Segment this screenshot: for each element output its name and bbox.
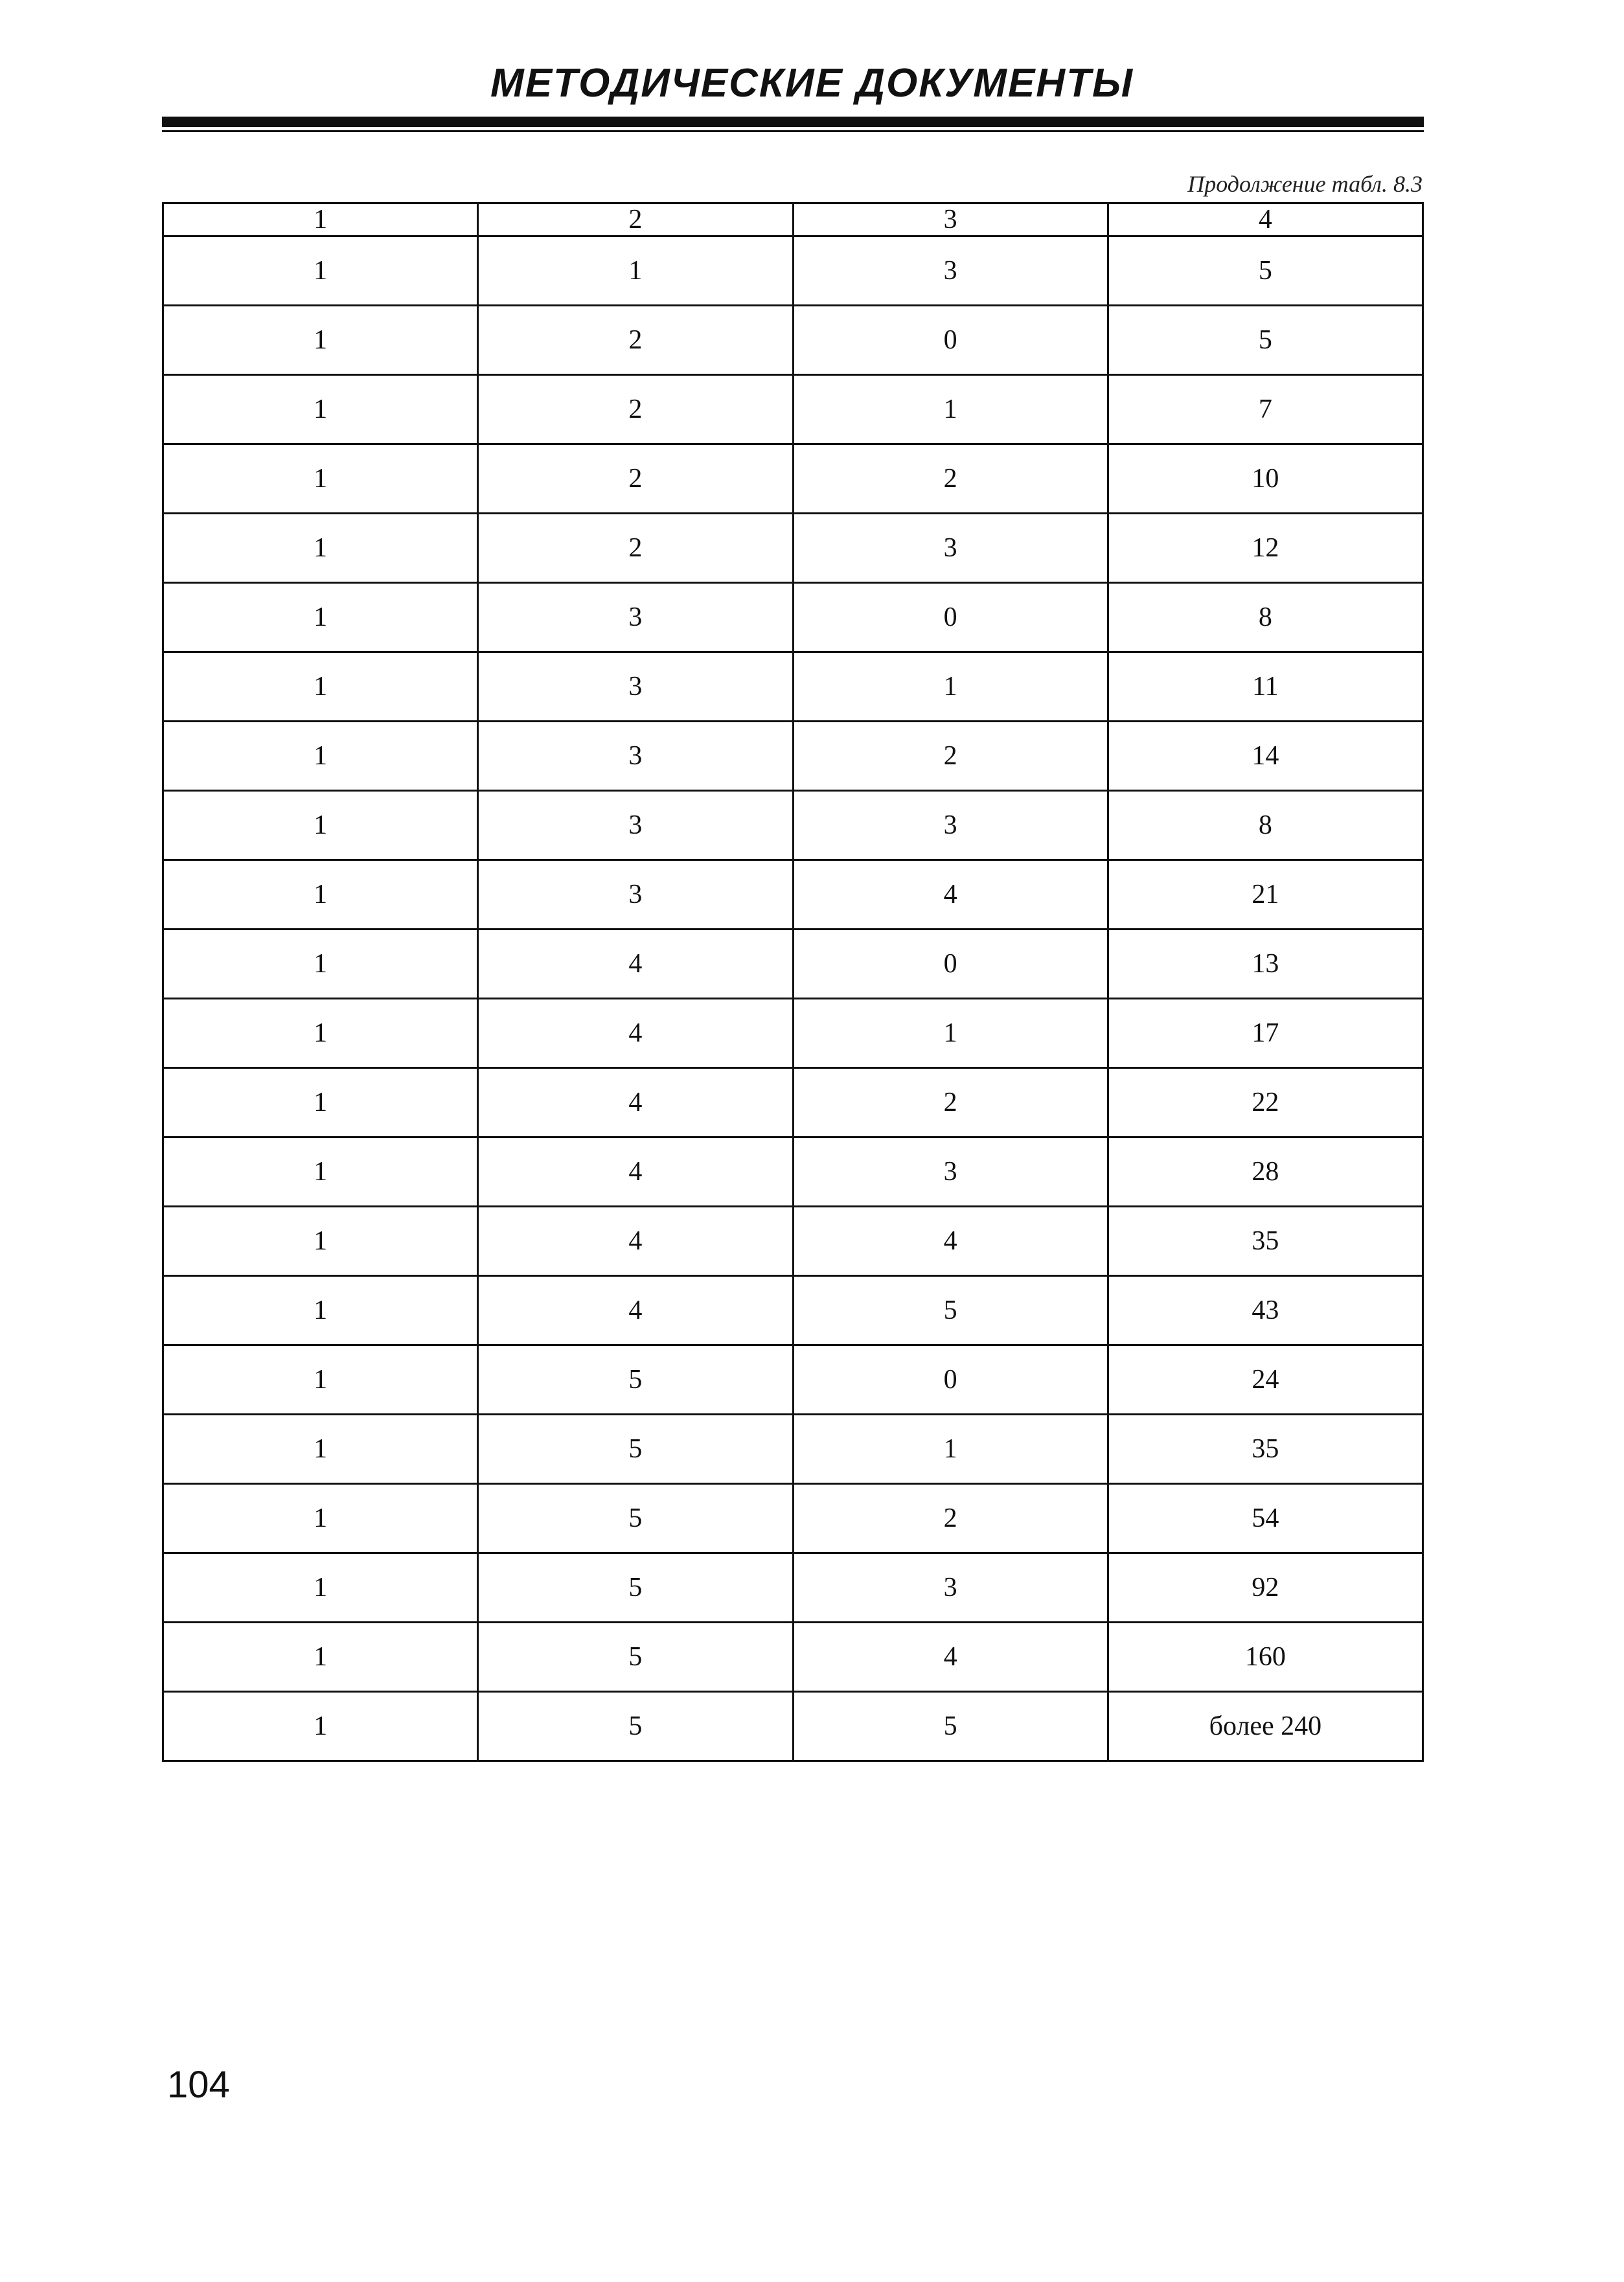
table-cell: 2 [793, 444, 1108, 514]
table-cell: 5 [478, 1692, 793, 1761]
table-row [163, 1068, 1423, 1137]
table-cell: 5 [1108, 306, 1423, 375]
header-cell: 3 [793, 203, 1108, 236]
table-cell: 4 [793, 1623, 1108, 1692]
table-cell: 4 [793, 860, 1108, 930]
table-cell: 2 [793, 1484, 1108, 1553]
table-cell: 92 [1108, 1553, 1423, 1623]
table-row [163, 514, 1423, 583]
header-cell: 2 [478, 203, 793, 236]
table-cell: 11 [1108, 652, 1423, 722]
head-rule-thin [162, 130, 1424, 132]
table-row [163, 999, 1423, 1068]
table-row [163, 860, 1423, 930]
table-cell: 5 [478, 1415, 793, 1484]
table-cell: 5 [478, 1484, 793, 1553]
table-cell: 4 [478, 1276, 793, 1345]
table-row [163, 1415, 1423, 1484]
table-cell: 1 [163, 1345, 478, 1415]
table-cell: 2 [793, 1068, 1108, 1137]
table-row [163, 1345, 1423, 1415]
table-cell: 2 [793, 722, 1108, 791]
table-cell: 21 [1108, 860, 1423, 930]
table-cell: 3 [793, 1553, 1108, 1623]
table-cell: 1 [163, 1415, 478, 1484]
table-cell: 4 [478, 999, 793, 1068]
page-number: 104 [167, 2064, 230, 2106]
table-cell: 1 [163, 583, 478, 652]
table-cell: 35 [1108, 1415, 1423, 1484]
table-cell: 1 [163, 722, 478, 791]
table-caption: Продолжение табл. 8.3 [1187, 171, 1423, 197]
table-cell: 160 [1108, 1623, 1423, 1692]
table-cell: 5 [478, 1345, 793, 1415]
table-cell: 2 [478, 375, 793, 444]
table-cell: более 240 [1108, 1692, 1423, 1761]
table-row [163, 583, 1423, 652]
table-cell: 1 [793, 652, 1108, 722]
table-cell: 2 [478, 306, 793, 375]
table-row [163, 444, 1423, 514]
table-cell: 4 [478, 1207, 793, 1276]
table-cell: 28 [1108, 1137, 1423, 1207]
table-cell: 3 [478, 860, 793, 930]
table-cell: 3 [478, 652, 793, 722]
table-row [163, 1692, 1423, 1761]
table-cell: 0 [793, 306, 1108, 375]
table-cell: 1 [163, 306, 478, 375]
table-row [163, 306, 1423, 375]
table-row [163, 1276, 1423, 1345]
table-cell: 0 [793, 583, 1108, 652]
table-cell: 1 [793, 1415, 1108, 1484]
header-cell: 1 [163, 203, 478, 236]
table-cell: 1 [163, 1207, 478, 1276]
table-cell: 35 [1108, 1207, 1423, 1276]
table-cell: 3 [478, 583, 793, 652]
table-cell: 3 [793, 514, 1108, 583]
table-cell: 5 [793, 1692, 1108, 1761]
table-row [163, 1484, 1423, 1553]
table-cell: 5 [478, 1623, 793, 1692]
table-cell: 1 [163, 444, 478, 514]
table-cell: 3 [793, 236, 1108, 306]
table-row [163, 236, 1423, 306]
running-head: МЕТОДИЧЕСКИЕ ДОКУМЕНТЫ [490, 61, 1134, 106]
table-cell: 24 [1108, 1345, 1423, 1415]
data-table [162, 202, 1424, 1762]
table-row [163, 652, 1423, 722]
table-cell: 1 [163, 1068, 478, 1137]
table-cell: 1 [163, 1553, 478, 1623]
table-cell: 5 [793, 1276, 1108, 1345]
table-cell: 5 [1108, 236, 1423, 306]
table-cell: 4 [478, 1068, 793, 1137]
table-body [163, 203, 1423, 1761]
table-cell: 4 [478, 930, 793, 999]
table-cell: 4 [793, 1207, 1108, 1276]
table-row [163, 1207, 1423, 1276]
table-cell: 54 [1108, 1484, 1423, 1553]
table-cell: 3 [793, 791, 1108, 860]
table-cell: 3 [478, 722, 793, 791]
table-cell: 1 [163, 1692, 478, 1761]
table-cell: 13 [1108, 930, 1423, 999]
table-cell: 5 [478, 1553, 793, 1623]
table-cell: 3 [478, 791, 793, 860]
table-cell: 1 [163, 1623, 478, 1692]
table-row [163, 722, 1423, 791]
table-cell: 1 [163, 791, 478, 860]
table-row [163, 375, 1423, 444]
table-cell: 43 [1108, 1276, 1423, 1345]
table-cell: 3 [793, 1137, 1108, 1207]
table-cell: 8 [1108, 791, 1423, 860]
table-cell: 2 [478, 444, 793, 514]
table-cell: 10 [1108, 444, 1423, 514]
table-cell: 1 [163, 652, 478, 722]
table-cell: 1 [163, 375, 478, 444]
table-cell: 1 [163, 860, 478, 930]
table-cell: 1 [793, 999, 1108, 1068]
table-cell: 1 [163, 930, 478, 999]
table-cell: 12 [1108, 514, 1423, 583]
table-cell: 14 [1108, 722, 1423, 791]
table-cell: 1 [163, 1137, 478, 1207]
table-row [163, 1137, 1423, 1207]
table-cell: 1 [163, 1484, 478, 1553]
table-cell: 0 [793, 930, 1108, 999]
table-cell: 1 [163, 999, 478, 1068]
table-cell: 17 [1108, 999, 1423, 1068]
table-row [163, 791, 1423, 860]
table-row [163, 1623, 1423, 1692]
table-row [163, 930, 1423, 999]
table-row [163, 1553, 1423, 1623]
table-cell: 8 [1108, 583, 1423, 652]
table-cell: 2 [478, 514, 793, 583]
table-cell: 1 [793, 375, 1108, 444]
table-cell: 7 [1108, 375, 1423, 444]
table-cell: 4 [478, 1137, 793, 1207]
table-header-row [163, 203, 1423, 236]
header-cell: 4 [1108, 203, 1423, 236]
table-cell: 1 [163, 1276, 478, 1345]
table-cell: 1 [478, 236, 793, 306]
table-cell: 1 [163, 236, 478, 306]
table-cell: 22 [1108, 1068, 1423, 1137]
table-cell: 0 [793, 1345, 1108, 1415]
head-rule-thick [162, 117, 1424, 127]
table-cell: 1 [163, 514, 478, 583]
